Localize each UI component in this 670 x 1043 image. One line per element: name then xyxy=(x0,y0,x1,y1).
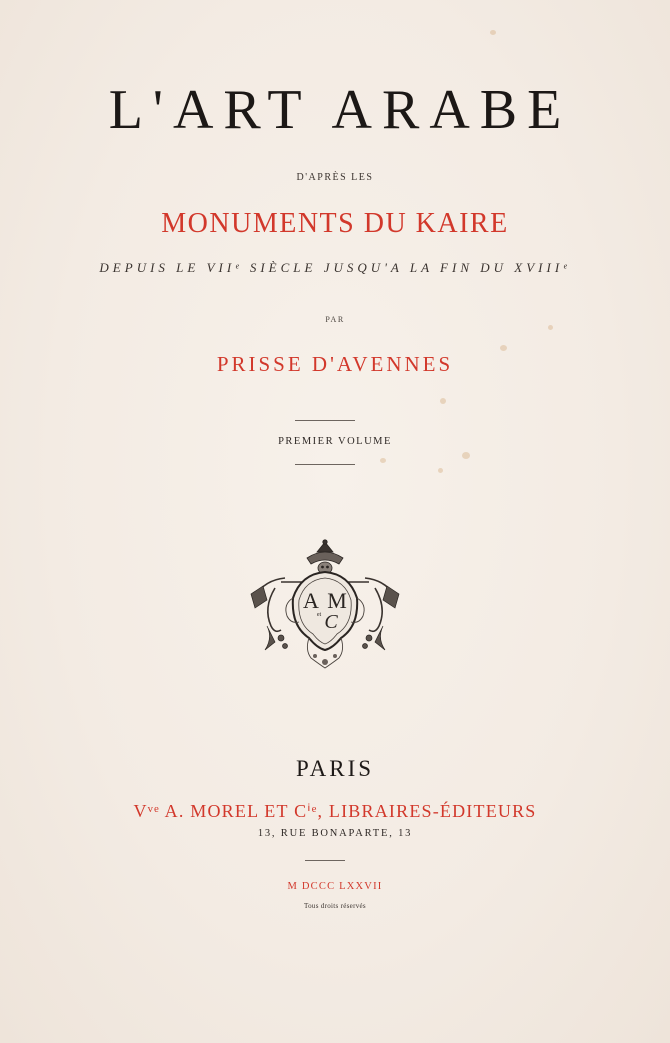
divider-rule xyxy=(295,420,355,421)
svg-text:A: A xyxy=(303,588,319,613)
foxing-spot xyxy=(500,345,507,351)
volume-label: PREMIER VOLUME xyxy=(278,436,392,447)
divider-rule xyxy=(295,464,355,465)
imprint-date: M DCCC LXXVII xyxy=(287,881,383,892)
foxing-spot xyxy=(380,458,386,463)
publisher-monogram-emblem-icon xyxy=(245,538,405,672)
foxing-spot xyxy=(462,452,470,459)
foxing-spot xyxy=(440,398,446,404)
by-line: PAR xyxy=(325,315,345,324)
divider-rule xyxy=(305,860,345,861)
subtitle-main: MONUMENTS DU KAIRE xyxy=(161,208,509,239)
imprint-rights: Tous droits réservés xyxy=(304,902,366,910)
svg-text:et: et xyxy=(316,612,322,618)
author-name: PRISSE D'AVENNES xyxy=(216,352,454,376)
foxing-spot xyxy=(438,468,443,473)
svg-text:C: C xyxy=(324,611,338,633)
imprint-address: 13, RUE BONAPARTE, 13 xyxy=(257,828,413,839)
book-title: L'ART ARABE xyxy=(108,79,572,141)
subtitle-intro: D'APRÈS LES xyxy=(296,172,374,183)
imprint-city: PARIS xyxy=(295,756,375,781)
svg-text:M: M xyxy=(327,588,347,613)
foxing-spot xyxy=(548,325,553,330)
subtitle-period: DEPUIS LE VIIᵉ SIÈCLE JUSQU'A LA FIN DU XVIIIᵉ xyxy=(99,260,571,275)
imprint-publisher: Vᵛᵉ A. MOREL ET Cⁱᵉ, LIBRAIRES-ÉDITEURS xyxy=(133,801,537,821)
foxing-spot xyxy=(490,30,496,35)
